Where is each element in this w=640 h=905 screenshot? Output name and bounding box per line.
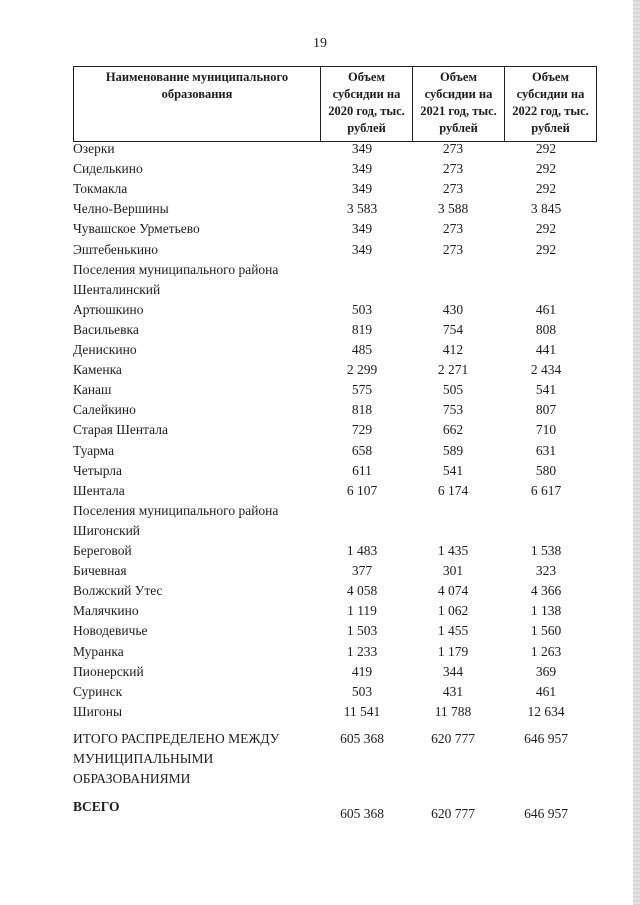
- row-value-2021: 4 074: [437, 583, 469, 599]
- row-name: Шигоны: [73, 703, 123, 719]
- row-name: Челно-Вершины: [73, 201, 169, 217]
- row-name: Артюшкино: [73, 301, 144, 317]
- header-2021-col: Объем субсидии на 2021 год, тыс. рублей: [413, 67, 505, 142]
- table-row: [0, 581, 640, 601]
- table-row: [0, 260, 640, 280]
- row-value-2021: 1 062: [437, 603, 469, 619]
- row-value-2020: 1 483: [346, 543, 378, 558]
- row-value-2020: 4 058: [346, 583, 378, 599]
- row-value-2020: 485: [351, 342, 373, 357]
- row-value-2020: 2 299: [346, 362, 378, 378]
- row-value-2021: 505: [442, 382, 464, 398]
- row-name: Озерки: [73, 141, 115, 156]
- row-value-2020: 575: [351, 382, 373, 398]
- row-value-2022: 323: [535, 563, 557, 579]
- row-value-2022: 6 617: [530, 482, 562, 498]
- row-value-2021: 273: [442, 181, 464, 197]
- row-name: Сиделькино: [73, 161, 143, 177]
- row-value-2021: 6 174: [437, 482, 469, 498]
- row-value-2022: 292: [535, 221, 557, 237]
- table-row: [0, 481, 640, 501]
- header-name-col: Наименование муниципального образования: [74, 67, 321, 142]
- row-value-2020: 377: [351, 563, 373, 579]
- row-value-2020: 419: [351, 663, 373, 679]
- table-row: [0, 360, 640, 380]
- row-value-2022: 631: [535, 442, 557, 458]
- row-name: Токмакла: [73, 181, 128, 197]
- row-name: Денискино: [73, 342, 137, 357]
- row-value-2020: 1 233: [346, 643, 378, 659]
- row-value-2021: 301: [442, 563, 464, 579]
- row-value-2020: 349: [351, 241, 373, 257]
- row-name: Чувашское Урметьево: [73, 221, 200, 237]
- grand-total-label: ВСЕГО: [73, 799, 120, 814]
- row-value-2022: 710: [535, 422, 557, 438]
- table-row: [0, 240, 640, 260]
- row-value-2022: 541: [535, 382, 557, 398]
- row-value-2020: 503: [351, 683, 373, 699]
- table-row: [0, 682, 640, 702]
- row-value-2020: 3 583: [346, 201, 378, 217]
- row-name: Поселения муниципального района: [73, 502, 279, 518]
- row-value-2020: 349: [351, 181, 373, 197]
- row-value-2021: 273: [442, 161, 464, 177]
- page-number: 19: [313, 36, 327, 51]
- row-value-2020: 349: [351, 161, 373, 177]
- table-row: [0, 702, 640, 722]
- row-name: Пионерский: [73, 663, 144, 679]
- grand-total-2022: 646 957: [524, 806, 568, 821]
- row-name: Салейкино: [73, 402, 136, 418]
- table-row: [0, 662, 640, 682]
- row-value-2021: 344: [442, 663, 464, 679]
- row-name: Волжский Утес: [73, 583, 163, 599]
- header-2022-col: Объем субсидии на 2022 год, тыс. рублей: [505, 67, 597, 142]
- total-distributed-2021: 620 777: [431, 731, 475, 746]
- row-value-2022: 292: [535, 241, 557, 257]
- row-value-2021: 541: [442, 462, 464, 478]
- table-row: [0, 320, 640, 340]
- row-value-2021: 1 435: [437, 543, 469, 558]
- row-value-2022: 807: [535, 402, 557, 418]
- row-value-2022: 292: [535, 161, 557, 177]
- row-value-2022: 292: [535, 181, 557, 197]
- row-value-2020: 6 107: [346, 482, 378, 498]
- row-name: Шигонский: [73, 522, 141, 538]
- row-value-2021: 273: [442, 141, 464, 156]
- row-value-2022: 1 263: [530, 643, 562, 659]
- table-header: [73, 66, 597, 142]
- table-row: [0, 380, 640, 400]
- row-value-2021: 589: [442, 442, 464, 458]
- table-row: [0, 561, 640, 581]
- row-value-2022: 461: [535, 301, 557, 317]
- row-value-2020: 729: [351, 422, 373, 438]
- table-row: [0, 541, 640, 561]
- row-name: Старая Шентала: [73, 422, 168, 438]
- row-value-2022: 1 138: [530, 603, 562, 619]
- row-value-2022: 461: [535, 683, 557, 699]
- row-value-2022: 808: [535, 321, 557, 337]
- row-value-2020: 503: [351, 301, 373, 317]
- row-value-2022: 1 538: [530, 543, 562, 558]
- table-row: [0, 179, 640, 199]
- row-value-2020: 1 119: [347, 603, 377, 619]
- row-name: Поселения муниципального района: [73, 261, 279, 277]
- row-value-2020: 11 541: [343, 703, 381, 719]
- table-row: [0, 621, 640, 641]
- row-name: Канаш: [73, 382, 112, 398]
- row-name: Васильевка: [73, 321, 139, 337]
- table-row: [0, 461, 640, 481]
- row-value-2022: 2 434: [530, 362, 562, 378]
- row-value-2021: 11 788: [434, 703, 472, 719]
- row-name: Новодевичье: [73, 623, 148, 639]
- table-row: [0, 300, 640, 320]
- row-value-2021: 3 588: [437, 201, 469, 217]
- table-row: [0, 642, 640, 662]
- row-value-2020: 658: [351, 442, 373, 458]
- row-name: Шенталинский: [73, 281, 161, 297]
- row-value-2020: 611: [352, 462, 372, 478]
- grand-total-2021: 620 777: [431, 806, 475, 821]
- row-value-2021: 753: [442, 402, 464, 418]
- row-value-2021: 754: [442, 321, 464, 337]
- total-distributed-2020: 605 368: [340, 731, 384, 746]
- row-value-2021: 430: [442, 301, 464, 317]
- table-row: [0, 400, 640, 420]
- row-value-2020: 1 503: [346, 623, 378, 639]
- row-name: Муранка: [73, 643, 124, 659]
- table-row: [0, 601, 640, 621]
- row-name: Береговой: [73, 543, 132, 558]
- row-value-2021: 273: [442, 221, 464, 237]
- row-value-2021: 273: [442, 241, 464, 257]
- row-value-2022: 12 634: [527, 703, 565, 719]
- header-2020-col: Объем субсидии на 2020 год, тыс. рублей: [321, 67, 413, 142]
- row-value-2021: 412: [442, 342, 464, 357]
- row-name: Туарма: [73, 442, 115, 458]
- row-value-2022: 4 366: [530, 583, 562, 599]
- row-name: Шентала: [73, 482, 125, 498]
- row-value-2020: 349: [351, 221, 373, 237]
- table-row: [0, 340, 640, 360]
- row-value-2021: 431: [442, 683, 464, 699]
- table-row: [0, 441, 640, 461]
- table-row: [0, 280, 640, 300]
- row-value-2021: 1 179: [437, 643, 469, 659]
- row-value-2021: 2 271: [437, 362, 469, 378]
- table-row: [0, 521, 640, 541]
- row-value-2021: 1 455: [437, 623, 469, 639]
- row-value-2022: 441: [535, 342, 557, 357]
- table-row: [0, 501, 640, 521]
- row-name: Суринск: [73, 683, 123, 699]
- table-row: [0, 199, 640, 219]
- table-row: [0, 139, 640, 159]
- row-value-2021: 662: [442, 422, 464, 438]
- row-value-2020: 818: [351, 402, 373, 418]
- table-row: [0, 420, 640, 440]
- row-value-2020: 819: [351, 321, 373, 337]
- row-name: Малячкино: [73, 603, 139, 619]
- row-value-2022: 580: [535, 462, 557, 478]
- grand-total-2020: 605 368: [340, 806, 384, 821]
- row-name: Каменка: [73, 362, 122, 378]
- row-value-2022: 369: [535, 663, 557, 679]
- row-value-2020: 349: [351, 141, 373, 156]
- row-name: Бичевная: [73, 563, 127, 579]
- row-value-2022: 3 845: [530, 201, 562, 217]
- row-name: Четырла: [73, 462, 123, 478]
- table-row: [0, 159, 640, 179]
- row-value-2022: 1 560: [530, 623, 562, 639]
- total-distributed-2022: 646 957: [524, 731, 568, 746]
- total-distributed-label: ИТОГО РАСПРЕДЕЛЕНО МЕЖДУ МУНИЦИПАЛЬНЫМИ ОБРАЗОВАНИЯМИ: [73, 731, 280, 786]
- row-name: Эштебенькино: [73, 241, 159, 257]
- row-value-2022: 292: [535, 141, 557, 156]
- table-row: [0, 219, 640, 239]
